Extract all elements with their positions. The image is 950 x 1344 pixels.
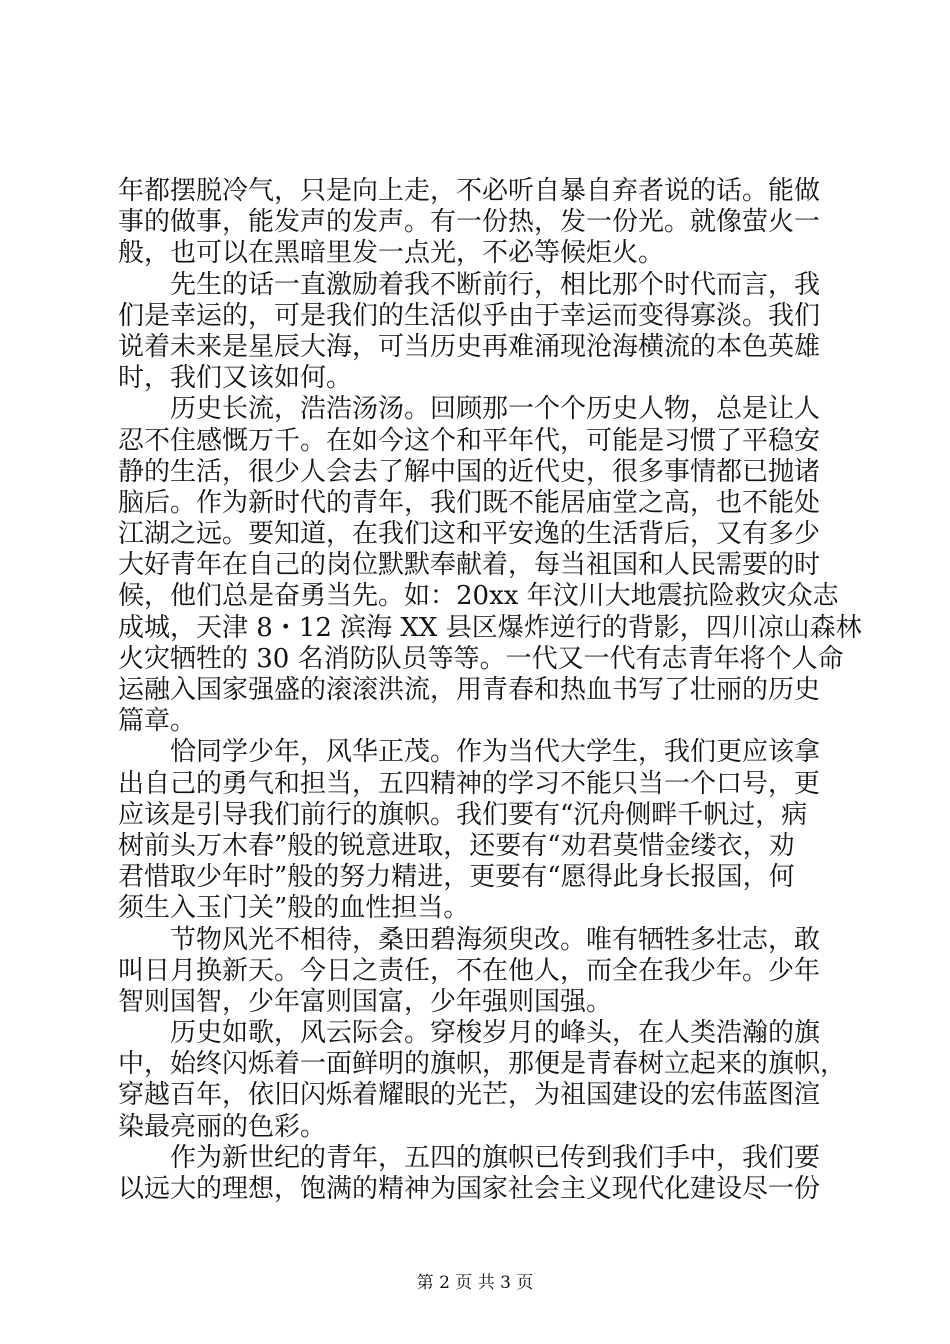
text-line: 大好青年在自己的岗位默默奉献着，每当祖国和人民需要的时	[118, 550, 821, 581]
text-line: 叫日月换新天。今日之责任，不在他人，而全在我少年。少年	[118, 955, 821, 986]
text-line: 时，我们又该如何。	[118, 363, 353, 394]
text-line: 中，始终闪烁着一面鲜明的旗帜，那便是青春树立起来的旗帜，	[118, 1049, 847, 1080]
text-line: 候，他们总是奋勇当先。如：20xx 年汶川大地震抗险救灾众志	[118, 581, 839, 612]
text-line: 须生入玉门关”般的血性担当。	[118, 893, 470, 924]
text-line: 们是幸运的，可是我们的生活似乎由于幸运而变得寡淡。我们	[118, 300, 821, 331]
text-line: 作为新世纪的青年，五四的旗帜已传到我们手中，我们要	[170, 1142, 821, 1173]
text-line: 树前头万木春”般的锐意进取，还要有“劝君莫惜金缕衣，劝	[118, 830, 795, 861]
text-line: 江湖之远。要知道，在我们这和平安逸的生活背后，又有多少	[118, 519, 821, 550]
text-line: 年都摆脱冷气，只是向上走，不必听自暴自弃者说的话。能做	[118, 176, 821, 206]
text-line: 节物风光不相待，桑田碧海须臾改。唯有牺牲多壮志，敢	[170, 924, 821, 955]
text-line: 应该是引导我们前行的旗帜。我们要有“沉舟侧畔千帆过，病	[118, 799, 808, 830]
text-line: 智则国智，少年富则国富，少年强则国强。	[118, 986, 613, 1017]
text-line: 静的生活，很少人会去了解中国的近代史，很多事情都已抛诸	[118, 456, 821, 487]
text-line: 事的做事，能发声的发声。有一份热，发一份光。就像萤火一	[118, 207, 821, 238]
text-line: 历史如歌，风云际会。穿梭岁月的峰头，在人类浩瀚的旗	[170, 1018, 821, 1049]
text-line: 火灾牺牲的 30 名消防队员等等。一代又一代有志青年将个人命	[118, 643, 844, 674]
text-line: 历史长流，浩浩汤汤。回顾那一个个历史人物，总是让人	[170, 394, 821, 425]
text-line: 脑后。作为新时代的青年，我们既不能居庙堂之高，也不能处	[118, 487, 821, 518]
text-line: 篇章。	[118, 706, 197, 737]
text-line: 般，也可以在黑暗里发一点光，不必等候炬火。	[118, 238, 665, 269]
text-line: 穿越百年，依旧闪烁着耀眼的光芒，为祖国建设的宏伟蓝图渲	[118, 1080, 821, 1111]
text-line: 成城，天津 8・12 滨海 XX 县区爆炸逆行的背影，四川凉山森林	[118, 612, 862, 643]
text-line: 染最亮丽的色彩。	[118, 1111, 327, 1142]
text-line: 忍不住感慨万千。在如今这个和平年代，可能是习惯了平稳安	[118, 425, 821, 456]
text-line: 运融入国家强盛的滚滚洪流，用青春和热血书写了壮丽的历史	[118, 675, 821, 705]
text-line: 恰同学少年，风华正茂。作为当代大学生，我们更应该拿	[170, 737, 821, 768]
text-line: 说着未来是星辰大海，可当历史再难涌现沧海横流的本色英雄	[118, 331, 821, 362]
text-line: 出自己的勇气和担当，五四精神的学习不能只当一个口号，更	[118, 768, 821, 799]
text-line: 以远大的理想，饱满的精神为国家社会主义现代化建设尽一份	[118, 1174, 821, 1204]
page-footer: 第 2 页 共 3 页	[416, 1273, 534, 1293]
text-line: 君惜取少年时”般的努力精进，更要有“愿得此身长报国，何	[118, 862, 795, 893]
text-line: 先生的话一直激励着我不断前行，相比那个时代而言，我	[170, 269, 821, 300]
document-body	[118, 176, 862, 1205]
